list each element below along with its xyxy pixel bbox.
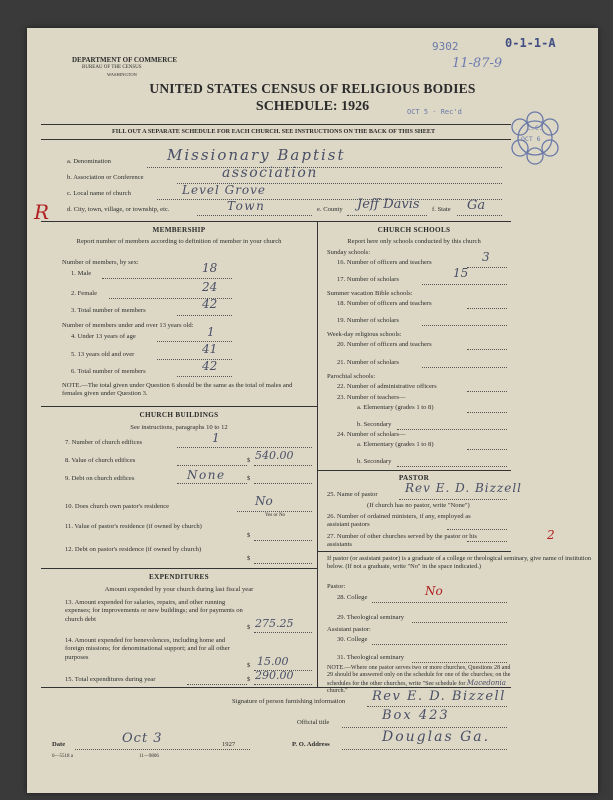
city-town-label: d. City, town, village, or township, etc. bbox=[67, 206, 170, 213]
q28-label: 28. College bbox=[337, 594, 368, 601]
q2-label: 2. Female bbox=[71, 290, 98, 297]
q7-label: 7. Number of church edifices bbox=[65, 439, 143, 446]
cc-stamp-date: OCT 6 bbox=[521, 135, 541, 143]
under-over-label: Number of members under and over 13 years old: bbox=[62, 322, 194, 329]
graduate-note: If pastor (or assistant pastor) is a graduate of a college or theological seminary, give name of institution below. (If not a graduate, write "No" in the space indicated.) bbox=[327, 555, 592, 570]
handwritten-code: 11-87-9 bbox=[452, 56, 503, 71]
q23a-label: a. Elementary (grades 1 to 8) bbox=[357, 404, 434, 411]
membership-note: NOTE.—The total given under Question 6 should be the same as the total of males and females given under Question 3. bbox=[62, 382, 293, 397]
q27-label: 27. Number of other churches served by the pastor or his assistants bbox=[327, 533, 477, 548]
state-value[interactable]: Ga bbox=[467, 198, 486, 213]
buildings-subheading: See instructions, paragraphs 10 to 12 bbox=[130, 424, 228, 431]
date-value[interactable]: Oct 3 bbox=[122, 731, 163, 746]
official-title-label: Official title bbox=[297, 719, 330, 726]
q15-total-value[interactable]: 290.00 bbox=[255, 669, 294, 682]
county-label: e. County bbox=[317, 206, 343, 213]
q2-female-value[interactable]: 24 bbox=[202, 280, 218, 294]
association-label: b. Association or Conference bbox=[67, 174, 144, 181]
q19-label: 19. Number of scholars bbox=[337, 317, 399, 324]
signature-value[interactable]: Rev E. D. Bizzell bbox=[372, 689, 506, 704]
form-code: 6—5518 a bbox=[52, 754, 73, 759]
schools-subheading: Report here only schools conducted by this church bbox=[347, 238, 481, 245]
members-by-sex-label: Number of members, by sex: bbox=[62, 259, 139, 266]
q3-label: 3. Total number of members bbox=[71, 307, 146, 314]
county-value[interactable]: Jeff Davis bbox=[357, 197, 420, 212]
q25-label: 25. Name of pastor bbox=[327, 491, 378, 498]
q17-value[interactable]: 15 bbox=[453, 266, 469, 280]
q21-label: 21. Number of scholars bbox=[337, 359, 399, 366]
census-form-sheet bbox=[27, 28, 598, 793]
q3-total-value[interactable]: 42 bbox=[202, 297, 218, 311]
city-label: WASHINGTON bbox=[107, 72, 137, 77]
pastor-note: NOTE.—Where one pastor serves two or more churches, Questions 28 and 29 should be answered only on the schedule for one of the churches; on the schedules for the other churches, write "See schedule for Macedonia church." bbox=[327, 665, 511, 695]
q13-running-expenses-value[interactable]: 275.25 bbox=[255, 617, 294, 630]
q5-over13-value[interactable]: 41 bbox=[202, 342, 218, 356]
instruction-line: FILL OUT A SEPARATE SCHEDULE FOR EACH CHURCH. SEE INSTRUCTIONS ON THE BACK OF THIS SHEET bbox=[112, 128, 436, 135]
q11-label: 11. Value of pastor's residence (if owned by church) bbox=[65, 523, 202, 530]
sunday-schools-label: Sunday schools: bbox=[327, 249, 371, 256]
q14-benevolences-value[interactable]: 15.00 bbox=[257, 655, 289, 668]
q18-label: 18. Number of officers and teachers bbox=[337, 300, 432, 307]
parochial-schools-label: Parochial schools: bbox=[327, 373, 376, 380]
q1-label: 1. Male bbox=[71, 270, 92, 277]
dollar-sign: $ bbox=[247, 662, 251, 669]
q4-label: 4. Under 13 years of age bbox=[71, 333, 136, 340]
pastor-subheading: Pastor: bbox=[327, 583, 346, 590]
local-name-label: c. Local name of church bbox=[67, 190, 131, 197]
q27-value[interactable]: 2 bbox=[547, 528, 555, 542]
q4-under13-value[interactable]: 1 bbox=[207, 325, 215, 339]
department-label: DEPARTMENT OF COMMERCE bbox=[72, 56, 178, 64]
q12-label: 12. Debt on pastor's residence (if owned by church) bbox=[65, 546, 202, 553]
q24b-label: b. Secondary bbox=[357, 458, 392, 465]
po-address-label: P. O. Address bbox=[292, 741, 330, 748]
q13-label: 13. Amount expended for salaries, repairs, and other running expenses; for improvements or new buildings; and for payments on church debt bbox=[65, 599, 243, 623]
form-title: UNITED STATES CENSUS OF RELIGIOUS BODIES bbox=[149, 81, 476, 96]
dollar-sign: $ bbox=[247, 676, 251, 683]
q24a-label: a. Elementary (grades 1 to 8) bbox=[357, 441, 434, 448]
q6-label: 6. Total number of members bbox=[71, 368, 146, 375]
membership-heading: MEMBERSHIP bbox=[152, 226, 206, 234]
q23-label: 23. Number of teachers— bbox=[337, 394, 406, 401]
po-address-value[interactable]: Douglas Ga. bbox=[382, 729, 491, 745]
code-stamp: 0-1-1-A bbox=[505, 36, 556, 50]
q9-label: 9. Debt on church edifices bbox=[65, 475, 135, 482]
q6-total-value[interactable]: 42 bbox=[202, 359, 218, 373]
q16-label: 16. Number of officers and teachers bbox=[337, 259, 432, 266]
state-label: f. State bbox=[432, 206, 451, 213]
q20-label: 20. Number of officers and teachers bbox=[337, 341, 432, 348]
margin-mark: R bbox=[34, 200, 50, 224]
membership-subheading: Report number of members according to definition of member in your church bbox=[76, 238, 282, 245]
q28-college-value[interactable]: No bbox=[425, 584, 443, 598]
q29-label: 29. Theological seminary bbox=[337, 614, 405, 621]
expenditures-heading: EXPENDITURES bbox=[149, 573, 209, 581]
denomination-label: a. Denomination bbox=[67, 158, 111, 165]
q1-male-value[interactable]: 18 bbox=[202, 261, 218, 275]
q7-edifices-value[interactable]: 1 bbox=[212, 431, 220, 445]
assistant-subheading: Assistant pastor: bbox=[327, 626, 371, 633]
weekday-schools-label: Week-day religious schools: bbox=[327, 331, 402, 338]
q25-pastor-name-value[interactable]: Rev E. D. Bizzell bbox=[405, 481, 523, 495]
cc-stamp-label: C.C. bbox=[527, 124, 543, 132]
q16-value[interactable]: 3 bbox=[482, 250, 490, 264]
q5-label: 5. 13 years old and over bbox=[71, 351, 135, 358]
year-label: 1927 bbox=[222, 741, 236, 748]
city-town-value[interactable]: Town bbox=[227, 199, 266, 213]
expenditures-subheading: Amount expended by your church during last fiscal year bbox=[104, 586, 254, 593]
q10-label: 10. Does church own pastor's residence bbox=[65, 503, 170, 510]
q17-label: 17. Number of scholars bbox=[337, 276, 399, 283]
schools-heading: CHURCH SCHOOLS bbox=[377, 226, 451, 234]
q14-label: 14. Amount expended for benevolences, including home and foreign missions; for denominational support; and for all other purposes bbox=[65, 637, 230, 661]
denomination-value[interactable]: Missionary Baptist bbox=[167, 146, 346, 164]
q15-label: 15. Total expenditures during year bbox=[65, 676, 156, 683]
bureau-label: BUREAU OF THE CENSUS bbox=[82, 65, 142, 70]
q9-debt-value[interactable]: None bbox=[187, 468, 226, 482]
q8-label: 8. Value of church edifices bbox=[65, 457, 136, 464]
dollar-sign: $ bbox=[247, 624, 251, 631]
q23b-label: b. Secondary bbox=[357, 421, 392, 428]
dollar-sign: $ bbox=[247, 475, 251, 482]
dollar-sign: $ bbox=[247, 532, 251, 539]
q25-hint: (If church has no pastor, write "None") bbox=[367, 502, 470, 509]
q22-label: 22. Number of administrative officers bbox=[337, 383, 437, 390]
signature-label: Signature of person furnishing information bbox=[232, 698, 346, 705]
pastor-heading: PASTOR bbox=[398, 474, 430, 482]
q8-value-edifices[interactable]: 540.00 bbox=[255, 449, 294, 462]
q26-label: 26. Number of ordained ministers, if any, employed as assistant pastors bbox=[327, 513, 471, 528]
q24-label: 24. Number of scholars— bbox=[337, 431, 406, 438]
yes-no-hint: Yes or No bbox=[265, 513, 286, 518]
print-code: 11—9806 bbox=[139, 754, 159, 759]
note-church-value[interactable]: Macedonia bbox=[466, 678, 506, 687]
q31-label: 31. Theological seminary bbox=[337, 654, 405, 661]
dollar-sign: $ bbox=[247, 555, 251, 562]
form-number-stamp: 9302 bbox=[432, 40, 459, 53]
association-value[interactable]: association bbox=[222, 165, 318, 181]
q30-label: 30. College bbox=[337, 636, 368, 643]
received-stamp: OCT 5 - Rec'd bbox=[407, 108, 462, 116]
dollar-sign: $ bbox=[247, 457, 251, 464]
summer-schools-label: Summer vacation Bible schools: bbox=[327, 290, 413, 297]
official-title-value[interactable]: Box 423 bbox=[382, 708, 450, 723]
schedule-title: SCHEDULE: 1926 bbox=[255, 99, 370, 114]
local-name-value[interactable]: Level Grove bbox=[182, 183, 267, 197]
q10-residence-value[interactable]: No bbox=[255, 494, 273, 508]
buildings-heading: CHURCH BUILDINGS bbox=[139, 411, 219, 419]
date-label: Date bbox=[52, 741, 66, 748]
